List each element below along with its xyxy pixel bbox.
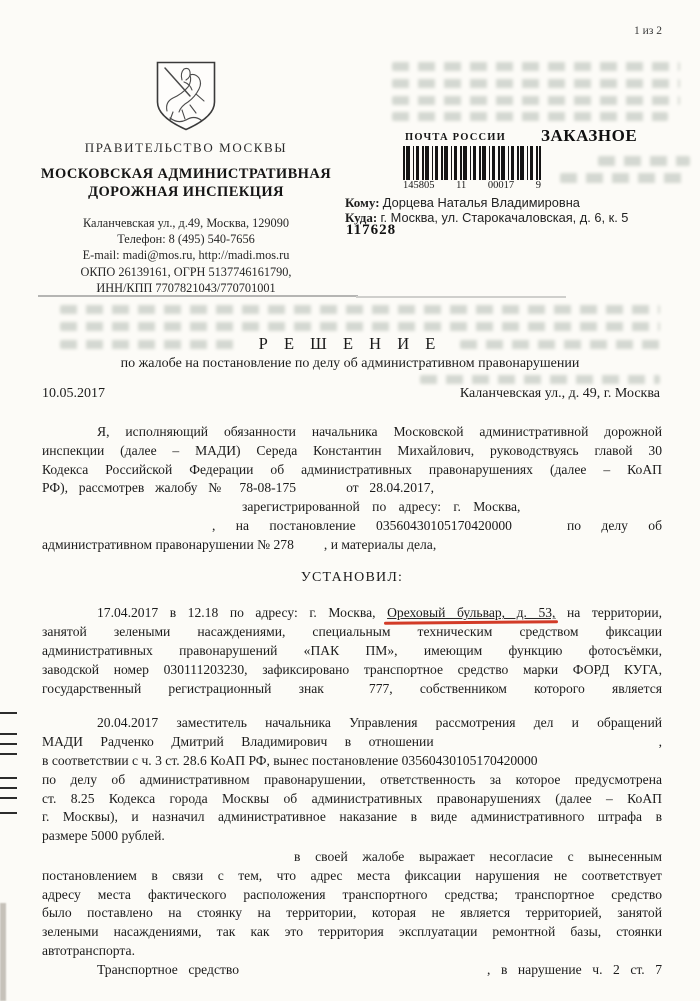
text-line xyxy=(42,808,662,827)
text-line xyxy=(42,733,662,752)
text-line xyxy=(42,942,662,961)
text-line xyxy=(42,461,662,480)
bleed-through-artifact xyxy=(392,62,680,71)
barcode-digit-group: 00017 xyxy=(487,180,515,191)
bleed-through-artifact xyxy=(598,156,690,166)
text-line xyxy=(42,827,662,846)
text-line xyxy=(42,517,662,536)
redacted-gap xyxy=(296,491,346,492)
text-line xyxy=(42,961,662,980)
document-title: Р Е Ш Е Н И Е xyxy=(258,334,442,353)
text-line xyxy=(42,771,662,790)
postal-barcode xyxy=(403,146,541,180)
postal-code: 117628 xyxy=(346,222,397,238)
bleed-through-artifact xyxy=(392,79,680,88)
text-segment: 17.04.2017 в 12.18 по адресу: г. Москва, xyxy=(97,605,388,621)
org-contacts xyxy=(40,215,332,296)
recipient-row xyxy=(345,195,580,211)
margin-dash-artifact xyxy=(0,733,17,735)
text-line xyxy=(42,479,662,498)
margin-dash-artifact xyxy=(0,812,17,814)
text-segment: занятой зелеными насаждениями, специальным техническим средством фиксации xyxy=(42,624,662,640)
text-segment: Я, исполняющий обязанности начальника Московской административной дорожной xyxy=(97,424,662,439)
org-address: Каланчевская ул., д.49, Москва, 129090 xyxy=(83,216,289,230)
org-name-line2: ДОРОЖНАЯ ИНСПЕКЦИЯ xyxy=(88,184,284,200)
scan-fold-line xyxy=(38,295,358,297)
text-line xyxy=(42,423,662,442)
text-line xyxy=(42,536,662,555)
margin-dash-artifact xyxy=(0,797,17,799)
text-line xyxy=(42,714,662,733)
text-segment: государственный регистрационный знак xyxy=(42,680,324,696)
text-segment: Кодекса Российской Федерации об административных правонарушениях (далее – КоАП xyxy=(42,461,662,477)
text-line xyxy=(42,867,662,886)
text-line xyxy=(42,661,662,680)
scan-edge-streak xyxy=(0,903,6,1001)
letterhead xyxy=(40,60,332,296)
bleed-through-artifact xyxy=(392,112,668,121)
text-segment: постановлением в связи с тем, что адрес места фиксации нарушения не соответствует xyxy=(42,867,662,883)
text-line xyxy=(42,604,662,623)
bleed-through-artifact xyxy=(60,305,660,314)
text-segment: заводской номер 030111203230, зафиксировано транспортное средство марки ФОРД КУГА, xyxy=(42,661,662,677)
text-line xyxy=(42,642,662,661)
text-segment: 20.04.2017 заместитель начальника Управления рассмотрения дел и обращений xyxy=(97,715,662,731)
text-segment: в своей жалобе выражает несогласие с вынесенным xyxy=(294,848,662,864)
text-segment: зелеными насаждениями, так как это территория эксплуатации ремонтной базы, стоянки xyxy=(42,924,662,940)
text-segment: административных правонарушений «ПАК ПМ», имеющим функцию фотосъёмки, xyxy=(42,642,662,658)
redacted-gap xyxy=(512,529,567,530)
text-segment: административном правонарушении № 278 xyxy=(42,536,294,552)
redacted-gap xyxy=(294,548,324,549)
text-line xyxy=(42,498,662,517)
moscow-coat-of-arms-icon xyxy=(155,60,217,132)
org-okpo-ogrn: ОКПО 26139161, ОГРН 5137746161790, xyxy=(80,264,292,279)
bleed-through-artifact xyxy=(420,375,660,384)
bleed-through-artifact xyxy=(60,322,660,331)
red-underlined-address: Ореховый бульвар, д. 53, xyxy=(387,605,556,621)
ustanovil-heading xyxy=(42,569,662,588)
document-body xyxy=(42,423,662,980)
text-line xyxy=(42,923,662,942)
text-line xyxy=(42,752,662,771)
document-subtitle: по жалобе на постановление по делу об административном правонарушении xyxy=(120,356,580,371)
page-number: 1 из 2 xyxy=(634,25,662,37)
text-line xyxy=(42,680,662,699)
text-segment: зарегистрированной по адресу: г. Москва, xyxy=(242,499,521,515)
recipient-name: Дорцева Наталья Владимировна xyxy=(382,195,580,210)
text-segment: МАДИ Радченко Дмитрий Владимирович в отношении xyxy=(42,734,434,750)
text-segment: г. Москвы), и назначил административное наказание в виде административного штрафа в xyxy=(42,809,662,825)
text-segment: 777, собственником которого является xyxy=(368,680,662,696)
text-segment: РФ), рассмотрев жалобу № 78-08-175 xyxy=(42,480,297,496)
decision-place: Каланчевская ул., д. 49, г. Москва xyxy=(459,386,660,401)
text-line xyxy=(42,442,662,461)
text-line xyxy=(42,790,662,809)
text-segment: , на постановление 03560430105170420000 xyxy=(212,517,512,533)
redacted-gap xyxy=(324,692,369,693)
org-name-line1: МОСКОВСКАЯ АДМИНИСТРАТИВНАЯ xyxy=(40,166,332,182)
dateline xyxy=(42,386,660,402)
recipient-label: Кому: xyxy=(345,195,380,210)
registered-mail-label: ЗАКАЗНОЕ xyxy=(541,126,638,145)
bleed-through-artifact xyxy=(560,173,690,183)
barcode-digits xyxy=(403,180,541,191)
facts-paragraph xyxy=(42,604,662,698)
text-segment: от 28.04.2017, xyxy=(346,480,435,496)
org-phone: Телефон: 8 (495) 540-7656 xyxy=(117,232,255,247)
text-segment: по делу об xyxy=(566,517,662,533)
margin-dash-artifact xyxy=(0,777,17,779)
barcode-digit-group: 145805 xyxy=(403,180,435,191)
text-segment: инспекции (далее – МАДИ) Середа Константин Михайлович, руководствуясь главой 30 xyxy=(42,442,662,458)
government-label: ПРАВИТЕЛЬСТВО МОСКВЫ xyxy=(84,140,288,155)
text-line xyxy=(42,904,662,923)
bleed-through-artifact xyxy=(392,96,680,105)
margin-dash-artifact xyxy=(0,753,17,755)
text-segment: Транспортное средство xyxy=(97,961,240,977)
text-segment: адресу места фактического расположения транспортного средства; транспортное средство xyxy=(42,886,662,902)
decision-date: 10.05.2017 xyxy=(42,386,105,401)
intro-paragraph xyxy=(42,423,662,555)
text-segment: было поставлено на стоянку на территории, которая не является территорией, занятой xyxy=(42,905,662,921)
text-segment: размере 5000 рублей. xyxy=(42,828,165,844)
redacted-gap xyxy=(434,491,662,492)
destination-address: г. Москва, ул. Старокачаловская, д. 6, к. 5 xyxy=(380,210,629,225)
barcode-digit-group: 9 xyxy=(535,180,541,191)
russian-post-label: ПОЧТА РОССИИ xyxy=(405,132,507,143)
margin-dash-artifact xyxy=(0,712,17,714)
text-segment: в соответствии с ч. 3 ст. 28.6 КоАП РФ, вынес постановление 03560430105170420000 xyxy=(42,752,538,768)
redacted-gap xyxy=(434,745,659,746)
text-segment: ст. 8.25 Кодекса города Москвы об административных правонарушениях (далее – КоАП xyxy=(42,790,662,806)
destination-label: Куда: xyxy=(345,210,378,225)
text-segment: автотранспорта. xyxy=(42,942,135,958)
text-segment: , и материалы дела, xyxy=(323,536,437,552)
text-segment: УСТАНОВИЛ: xyxy=(300,569,404,585)
text-line xyxy=(42,623,662,642)
ruling-paragraph xyxy=(42,714,662,846)
text-segment: , xyxy=(658,734,662,750)
redacted-gap xyxy=(239,973,487,974)
text-segment: , в нарушение ч. 2 ст. 7 xyxy=(487,961,662,977)
text-segment: на территории, xyxy=(555,605,662,621)
vehicle-paragraph xyxy=(42,961,662,980)
margin-dash-artifact xyxy=(0,787,17,789)
org-name xyxy=(40,165,332,201)
barcode-digit-group: 11 xyxy=(456,180,467,191)
margin-dash-artifact xyxy=(0,743,17,745)
org-email: E-mail: madi@mos.ru, http://madi.mos.ru xyxy=(82,248,290,263)
redacted-gap xyxy=(42,860,294,861)
scan-fold-line xyxy=(356,296,566,298)
org-inn-kpp: ИНН/КПП 7707821043/770701001 xyxy=(96,280,276,295)
text-segment: по делу об административном правонарушении, ответственность за которое предусмотрена xyxy=(42,771,662,787)
text-line xyxy=(42,848,662,867)
text-line xyxy=(42,569,662,588)
complaint-paragraph xyxy=(42,848,662,961)
text-line xyxy=(42,886,662,905)
